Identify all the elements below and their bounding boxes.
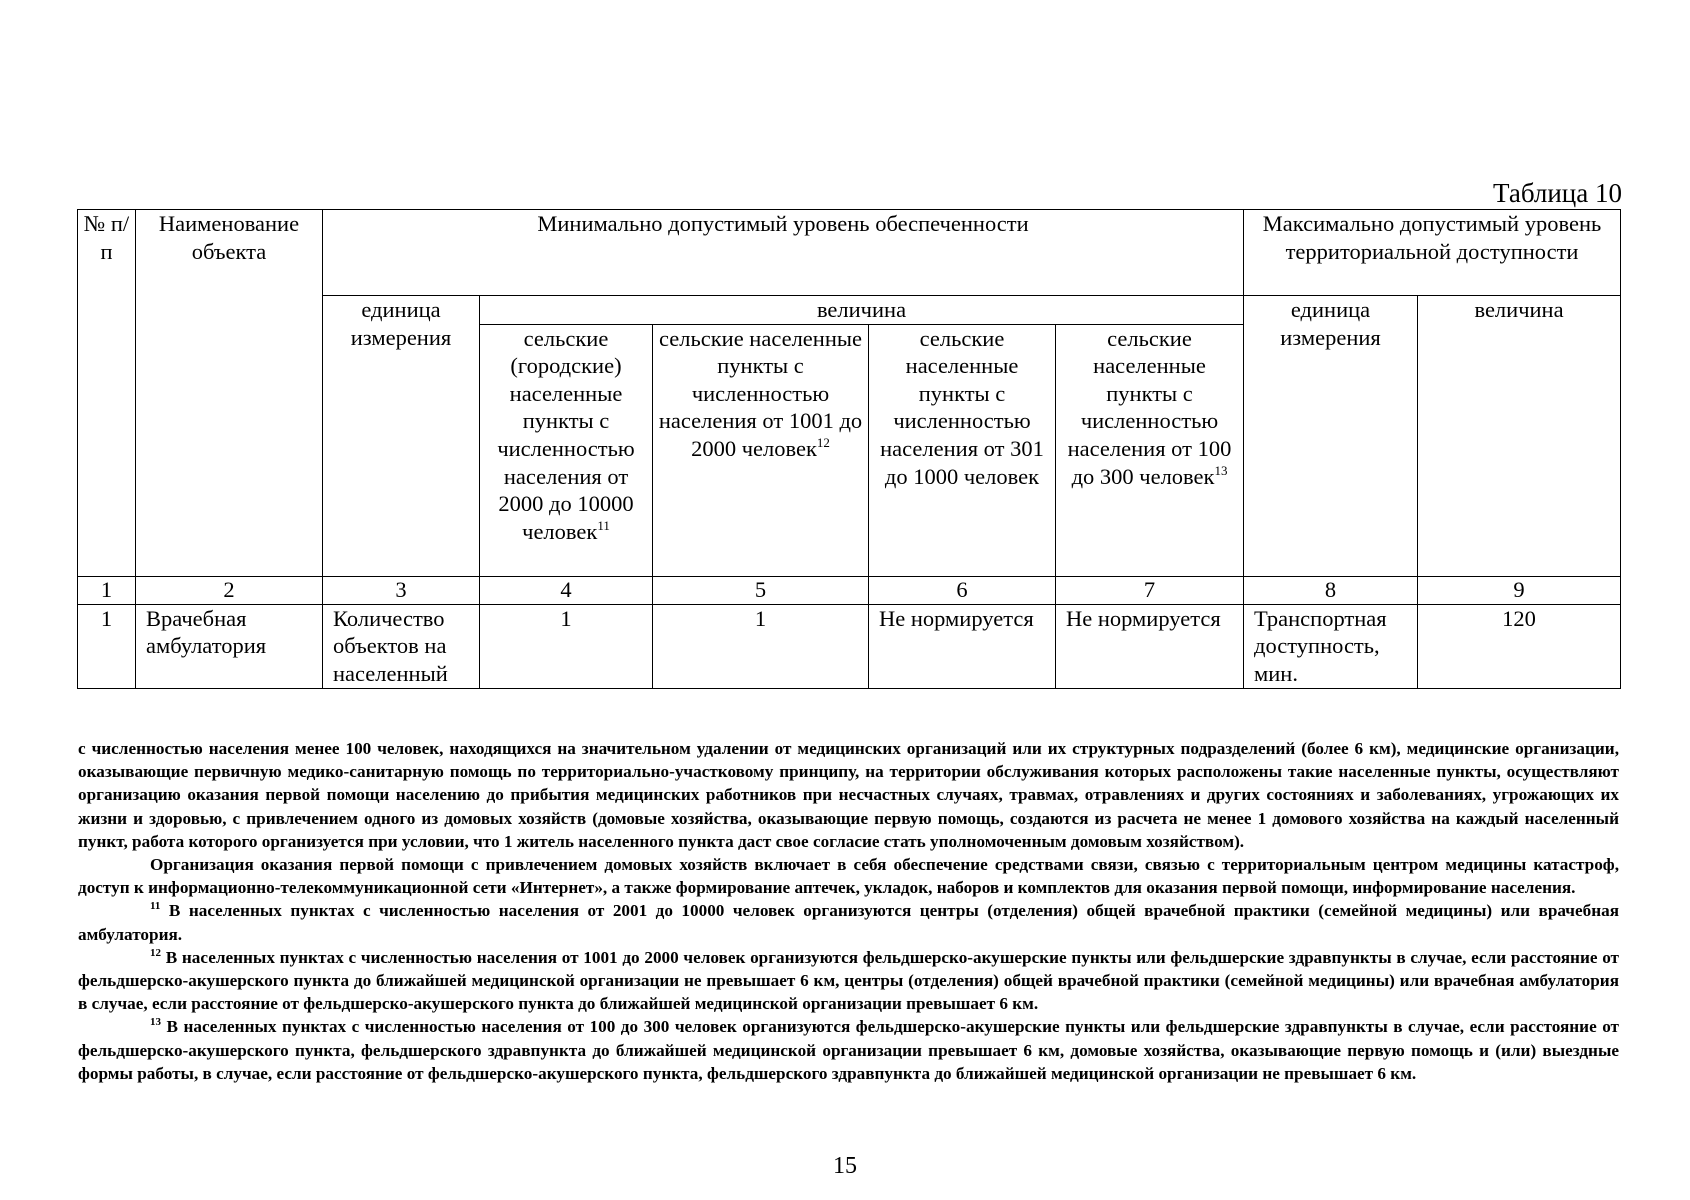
header-max-unit: единица измерения xyxy=(1244,296,1418,577)
table-caption: Таблица 10 xyxy=(1493,178,1622,208)
column-number: 5 xyxy=(653,576,869,604)
header-max-value: величина xyxy=(1418,296,1621,577)
header-name: Наименование объекта xyxy=(136,210,323,577)
row-value-c: Не нормируется xyxy=(869,604,1056,688)
row-value-d: Не нормируется xyxy=(1056,604,1244,688)
header-min-unit: единица измерения xyxy=(323,296,480,577)
header-settlement-c xyxy=(869,324,1056,576)
footnote-12 xyxy=(78,946,1619,1016)
notes-section xyxy=(78,737,1619,1085)
notes-paragraph-first-aid: Организация оказания первой помощи с привлечением домовых хозяйств включает в себя обеспечение средствами связи, связью с территориальным центром медицины катастроф, доступ к информационно-телекоммуникационной сети «Интернет», а также формирование аптечек, укладок, наборов и комплектов для оказания первой помощи, информирование населения. xyxy=(78,855,1619,898)
header-settlement-a xyxy=(480,324,653,576)
column-number: 7 xyxy=(1056,576,1244,604)
header-min-level: Минимально допустимый уровень обеспеченности xyxy=(323,210,1244,296)
column-number: 8 xyxy=(1244,576,1418,604)
settlement-c-text: сельские населенные пункты с численностью населения от 301 до 1000 человек xyxy=(880,325,1044,489)
row-access-value: 120 xyxy=(1418,604,1621,688)
row-value-a: 1 xyxy=(480,604,653,688)
column-number: 9 xyxy=(1418,576,1621,604)
notes-paragraph-continued: с численностью населения менее 100 человек, находящихся на значительном удалении от медицинских организаций или их структурных подразделений (более 6 км), медицинские организации, оказывающие первичную медико-санитарную помощь по территориально-участковому принципу, на территории обслуживания которых расположены такие населенные пункты, осуществляют организацию оказания первой помощи населению до прибытия медицинских работников при несчастных случаях, травмах, отравлениях и других состояниях и заболеваниях, угрожающих их жизни и здоровью, с привлечением одного из домовых хозяйств (домовые хозяйства, оказывающие первую помощь, создаются из расчета не менее 1 домового хозяйства на каждый населенный пункт, работа которого организуется при условии, что 1 житель населенного пункта даст свое согласие стать уполномоченным домовым хозяйством). xyxy=(78,739,1619,851)
column-number: 3 xyxy=(323,576,480,604)
footnote-11-mark: 11 xyxy=(150,900,161,913)
header-max-level: Максимально допустимый уровень территориальной доступности xyxy=(1244,210,1621,296)
footnote-11 xyxy=(78,899,1619,945)
footnote-13-mark: 13 xyxy=(150,1016,161,1029)
row-value-b: 1 xyxy=(653,604,869,688)
footnote-ref-13: 13 xyxy=(1214,462,1228,478)
footnote-12-text: В населенных пунктах с численностью населения от 1001 до 2000 человек организуются фельдшерско-акушерские пункты или фельдшерские здравпункты в случае, если расстояние от фельдшерско-акушерского пункта до ближайшей медицинской организации не превышает 6 км, центры (отделения) общей врачебной практики (семейной медицины) или врачебная амбулатория в случае, если расстояние от фельдшерско-акушерского пункта до ближайшей медицинской организации превышает 6 км. xyxy=(78,947,1620,1014)
header-settlement-b xyxy=(653,324,869,576)
row-name: Врачебная амбулатория xyxy=(136,604,323,688)
footnote-13 xyxy=(78,1015,1619,1085)
settlement-b-text: сельские населенные пункты с численностью населения от 1001 до 2000 человек xyxy=(658,325,863,461)
column-number: 6 xyxy=(869,576,1056,604)
page-number: 15 xyxy=(833,1153,857,1179)
header-settlement-d xyxy=(1056,324,1244,576)
footnote-11-text: В населенных пунктах с численностью населения от 2001 до 10000 человек организуются центры (отделения) общей врачебной практики (семейной медицины) или врачебная амбулатория. xyxy=(78,901,1620,944)
footnote-ref-12: 12 xyxy=(816,434,830,450)
table-row xyxy=(78,604,1621,688)
row-num: 1 xyxy=(78,604,136,688)
row-access-unit: Транспортная доступность, мин. xyxy=(1244,604,1418,688)
settlement-a-text: сельские (городские) населенные пункты с численностью населения от 2000 до 10000 человек xyxy=(497,325,635,544)
footnote-13-text: В населенных пунктах с численностью населения от 100 до 300 человек организуются фельдшерско-акушерские пункты или фельдшерские здравпункты в случае, если расстояние от фельдшерско-акушерского пункта, фельдшерского здравпункта до ближайшей медицинской организации превышает 6 км, домовые хозяйства, оказывающие первую помощь и (или) выездные формы работы, в случае, если расстояние от фельдшерско-акушерского пункта, фельдшерского здравпункта до ближайшей медицинской организации не превышает 6 км. xyxy=(78,1017,1620,1083)
header-min-value: величина xyxy=(480,296,1244,325)
column-number: 1 xyxy=(78,576,136,604)
column-numbers-row xyxy=(78,576,1621,604)
footnote-12-mark: 12 xyxy=(150,946,161,959)
footnote-ref-11: 11 xyxy=(597,517,610,533)
column-number: 4 xyxy=(480,576,653,604)
header-num: № п/п xyxy=(78,210,136,577)
settlement-d-text: сельские населенные пункты с численностью населения от 100 до 300 человек xyxy=(1067,325,1232,489)
standards-table xyxy=(77,209,1621,689)
column-number: 2 xyxy=(136,576,323,604)
row-unit: Количество объектов на населенный xyxy=(323,604,480,688)
